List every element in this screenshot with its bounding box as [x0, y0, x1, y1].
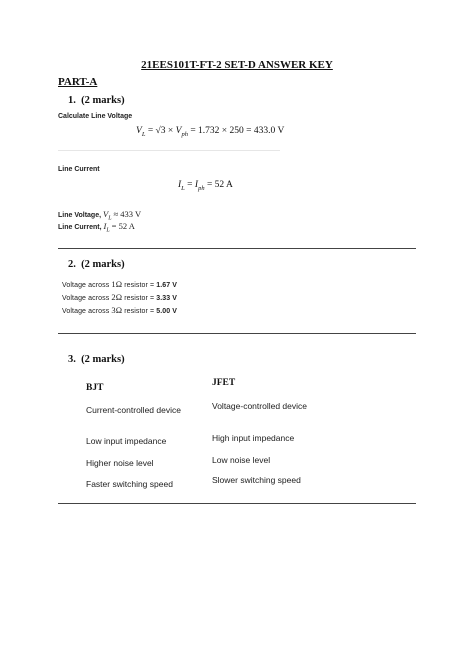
table-cell: Low noise level	[212, 455, 271, 465]
section-divider-3	[58, 503, 416, 504]
question-3-heading	[68, 354, 125, 365]
voltage-value: 3.33 V	[156, 295, 178, 302]
table-cell: Low input impedance	[86, 436, 167, 446]
part-heading: PART-A	[58, 76, 98, 88]
voltage-value: 1.67 V	[156, 282, 178, 289]
line-current-heading: Line Current	[58, 166, 100, 173]
result-current-label: Line Current,	[58, 224, 102, 231]
page-title: 21EES101T-FT-2 SET-D ANSWER KEY	[141, 59, 333, 71]
line-current-equation: $I_L = I_{ph} = 52$ A	[178, 180, 233, 192]
question-number: 2.	[68, 259, 76, 270]
question-marks: (2 marks)	[81, 354, 125, 365]
resistor-value: 2Ω	[111, 292, 123, 302]
resistor-value: 1Ω	[111, 279, 123, 289]
question-number: 3.	[68, 354, 76, 365]
section-divider-2	[58, 333, 416, 334]
table-cell: Voltage-controlled device	[212, 401, 307, 411]
section-divider-1	[58, 248, 416, 249]
result-line-current: Line Current, $I_L = 52$ A	[58, 221, 135, 234]
line-voltage-heading: Calculate Line Voltage	[58, 113, 133, 120]
resistor-value: 3Ω	[111, 305, 123, 315]
voltage-row-3: Voltage across 3Ω resistor = 5.00 V	[62, 305, 178, 315]
table-cell: High input impedance	[212, 433, 295, 443]
table-cell: Higher noise level	[86, 458, 154, 468]
voltage-row-2: Voltage across 2Ω resistor = 3.33 V	[62, 292, 178, 302]
result-voltage-label: Line Voltage,	[58, 212, 102, 219]
equation-separator	[58, 150, 280, 151]
table-cell: Faster switching speed	[86, 479, 173, 489]
line-voltage-equation: $V_L = √3 \times V_{ph} = 1.732 \times 250 = 433.0$ V	[136, 126, 285, 138]
question-marks: (2 marks)	[81, 259, 125, 270]
question-1-heading	[68, 95, 125, 106]
table-header-bjt: BJT	[86, 383, 104, 393]
table-cell: Current-controlled device	[86, 405, 181, 415]
table-header-jfet: JFET	[212, 378, 236, 388]
result-current-value: = 52 A	[111, 221, 135, 231]
voltage-value: 5.00 V	[156, 308, 178, 315]
result-line-voltage: Line Voltage, $V_L \approx 433$ V	[58, 209, 142, 222]
question-marks: (2 marks)	[81, 95, 125, 106]
question-2-heading	[68, 259, 125, 270]
voltage-row-1: Voltage across 1Ω resistor = 1.67 V	[62, 279, 178, 289]
table-cell: Slower switching speed	[212, 475, 301, 485]
question-number: 1.	[68, 95, 76, 106]
result-voltage-value: ≈ 433 V	[113, 209, 142, 219]
